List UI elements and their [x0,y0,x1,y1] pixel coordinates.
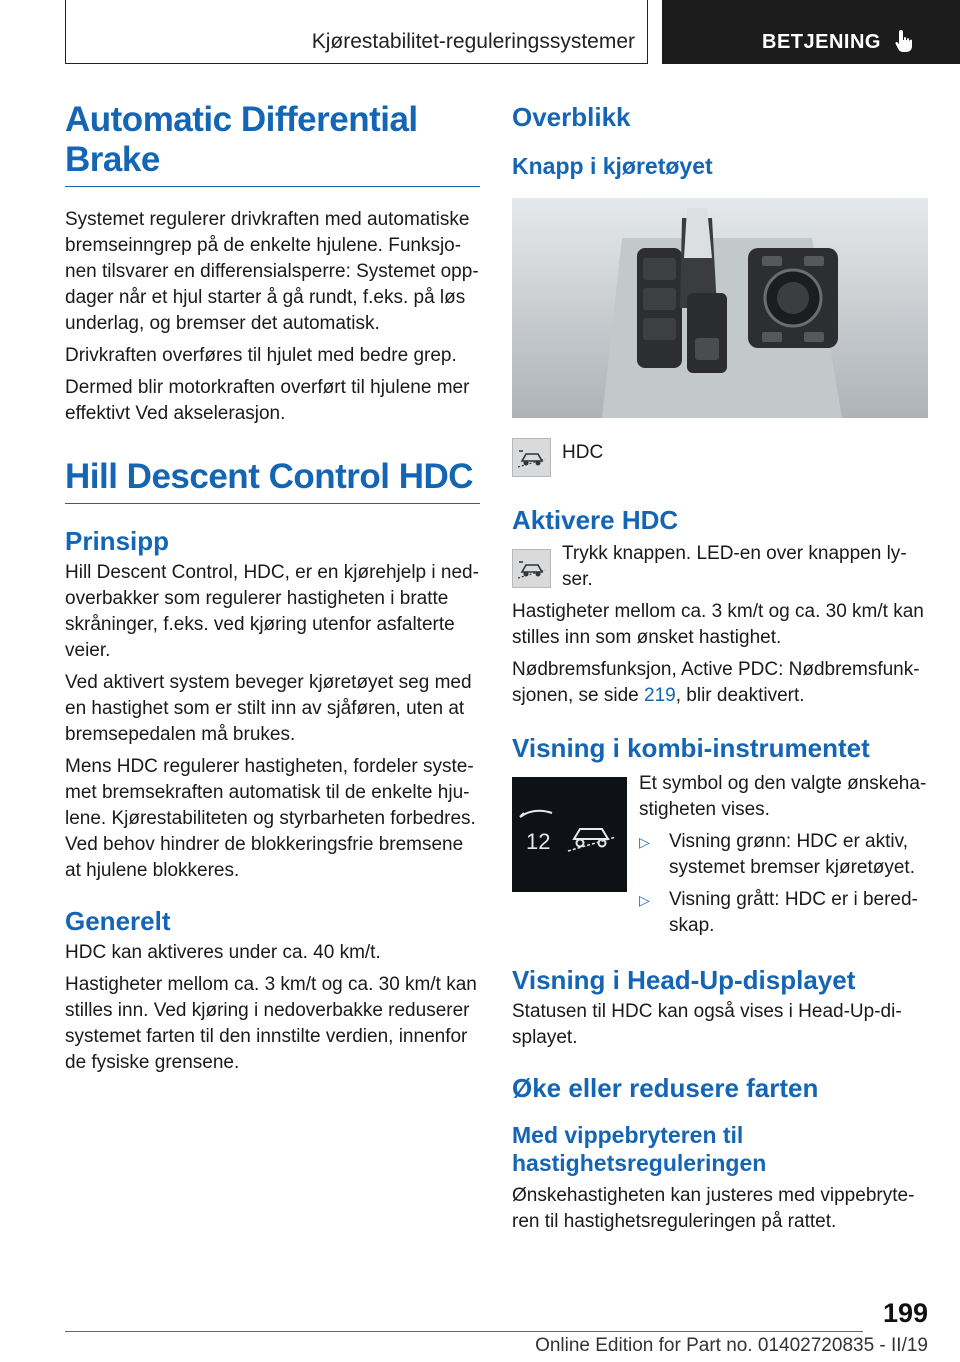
bullet-item-grey: ▷ Visning grått: HDC er i beredskap. [639,889,918,936]
generelt-paragraph-2: Hastigheter mellom ca. 3 km/t og ca. 30 km/t kan stilles inn. Ved kjøring i nedoverbakke reduserer systemet farten til den innstilte verdien, innenfor de fysiske grensene. [65,974,477,1073]
visning-kombi-block [512,771,928,939]
hud-paragraph-1: Statusen til HDC kan også vises i Head-Up-displayet. [512,1001,902,1048]
oke-heading: Øke eller redusere farten [512,1073,819,1103]
hdc-button-row [512,438,928,477]
triangle-right-icon: ▷ [639,892,650,908]
visning-kombi-text [639,771,928,939]
triangle-right-icon: ▷ [639,834,650,850]
edition-footer: Online Edition for Part no. 01402720835 - II/19 [535,1335,928,1356]
chapter-title: BETJENING [762,31,881,53]
generelt-paragraph-1: HDC kan aktiveres under ca. 40 km/t. [65,942,381,963]
instrument-cluster-image [512,777,627,892]
aktivere-paragraph-2: Hastigheter mellom ca. 3 km/t og ca. 30 km/t kan stilles inn som ønsket hastighet. [512,601,924,648]
center-console-illustration [512,198,928,418]
adb-paragraph-1: Systemet regulerer drivkraften med automatiske bremseinngrep på de enkelte hjulene. Funksjonen tilsvarer en differensialsperre: Systemet oppdager når et hjul starter å gå rundt, f.eks. på løs underlag, og bremser det automatisk. [65,209,479,334]
hdc-button-icon [512,438,551,477]
chapter-tab [662,0,960,64]
prinsipp-paragraph-2: Ved aktivert system beveger kjøretøyet seg med en hastighet som er stilt inn av sjåføren, uten at bremsepedalen må brukes. [65,672,472,745]
prinsipp-heading: Prinsipp [65,526,170,556]
pointing-hand-icon [892,28,918,54]
footer-divider [65,1331,863,1332]
vippe-heading: Med vippebryteren til hastighetsreguleringen [512,1122,767,1176]
aktivere-step-row [512,541,928,593]
hud-heading: Visning i Head-Up-displayet [512,965,856,995]
aktivere-heading: Aktivere HDC [512,505,679,535]
hdc-button-icon-small [512,549,551,588]
adb-paragraph-2: Drivkraften overføres til hjulet med bedre grep. [65,345,457,366]
aktivere-p3-text: Nødbremsfunksjon, Active PDC: Nødbremsfunksjonen, se side [512,659,920,706]
running-header-section: Kjørestabilitet-reguleringssystemer [65,0,648,64]
aktivere-p3-end: , blir deaktivert. [675,685,805,706]
overblikk-heading: Overblikk [512,102,631,132]
aktivere-paragraph-3 [512,657,928,709]
visning-kombi-heading: Visning i kombi-instrumentet [512,733,870,763]
page-reference-link[interactable]: 219 [644,685,676,706]
right-column [512,100,928,1235]
adb-heading: Automatic Differential Brake [65,100,480,187]
cluster-speed-value: 12 [526,829,551,854]
prinsipp-paragraph-1: Hill Descent Control, HDC, er en kjørehjelp i nedoverbakker som regulerer hastigheten i bratte skråninger, f.eks. ved kjøring utenfor asfalterte veier. [65,562,479,661]
aktivere-paragraph-1: Trykk knappen. LED-en over knappen lyser. [562,543,907,590]
center-console-photo [512,198,928,418]
prinsipp-paragraph-3: Mens HDC regulerer hastigheten, fordeler systemet bremsekraften automatisk til de enkelte hjulene. Kjørestabiliteten og styrbarheten forbedres. Ved behov hindrer de blokkeringsfrie bremsene at hjulene blokkeres. [65,756,476,881]
left-column [65,100,480,1076]
visning-paragraph-1: Et symbol og den valgte ønskehastigheten vises. [639,773,927,820]
vippe-paragraph-1: Ønskehastigheten kan justeres med vippebryteren til hastighetsreguleringen på rattet. [512,1185,915,1232]
adb-paragraph-3: Dermed blir motorkraften overført til hjulene mer effektivt Ved akselerasjon. [65,377,470,424]
bullet-item-green: ▷ Visning grønn: HDC er aktiv, systemet bremser kjøretøyet. [639,831,915,878]
visning-bullet-list [639,829,928,939]
hdc-label: HDC [562,442,604,463]
generelt-heading: Generelt [65,906,171,936]
page-number: 199 [882,1298,928,1328]
hdc-heading: Hill Descent Control HDC [65,457,480,504]
knapp-heading: Knapp i kjøretøyet [512,153,713,179]
